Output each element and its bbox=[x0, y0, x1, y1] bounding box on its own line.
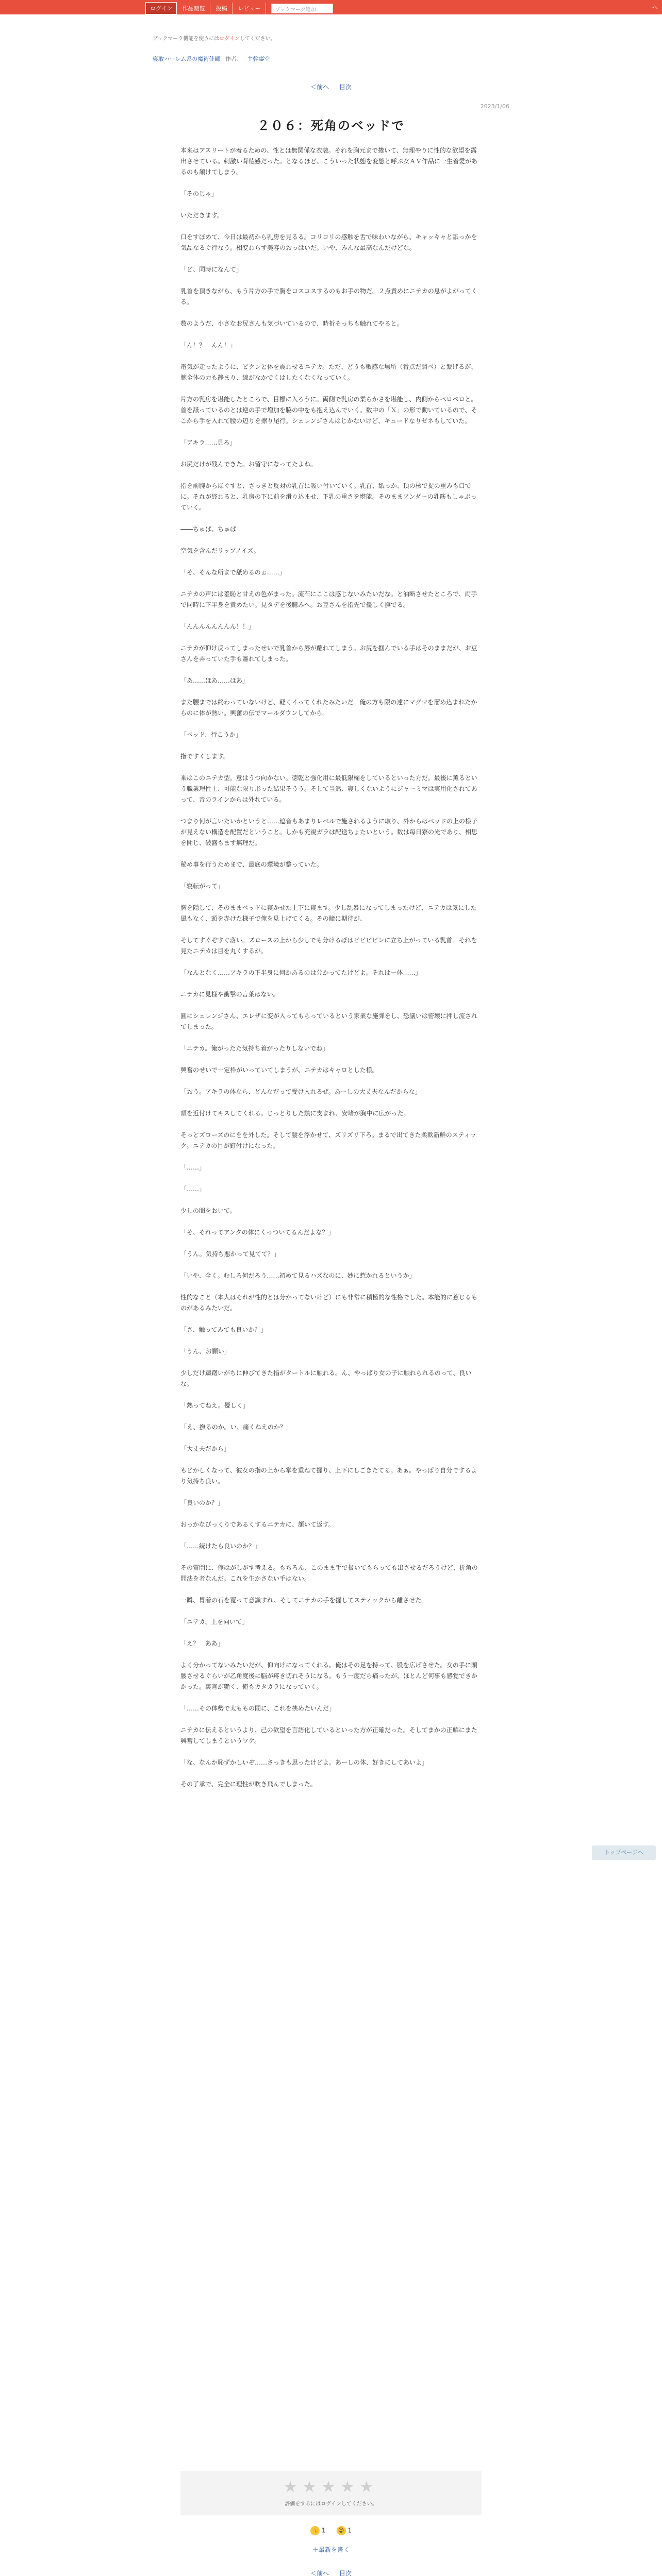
body-paragraph: 「ん！？ んん！」 bbox=[180, 342, 237, 349]
body-paragraph: 秘め事を行うためまで、最底の環境が整っていた。 bbox=[180, 861, 323, 868]
latest-link[interactable]: ＋最新を書く bbox=[312, 2546, 350, 2553]
reaction-smile[interactable]: 😊 1 bbox=[337, 2526, 352, 2535]
rating-note: 評価をするにはログインしてください。 bbox=[285, 2501, 377, 2507]
body-paragraph: 一瞬、胃着の石を覆って意識すれ、そしてニテカの手を握してスティックから離させた。 bbox=[180, 1597, 428, 1604]
body-paragraph: 「うん、お願い」 bbox=[180, 1348, 230, 1355]
episode-title: ２０６：死角のベッドで bbox=[257, 118, 405, 133]
body-paragraph: 「そのじゃ」 bbox=[180, 190, 218, 197]
body-paragraph: 「大丈夫だから」 bbox=[180, 1445, 230, 1452]
reaction-like[interactable]: 👍 1 bbox=[310, 2526, 326, 2535]
body-paragraph: ニテカが仰け反ってしまったせいで乳首から唇が離れてしまう。お尻を掴んでいる手はそのままだが、お豆さんを弄っていた手も離れてしまった。 bbox=[180, 645, 477, 663]
body-paragraph: 「そ、そんな所まで舐めるのぉ……」 bbox=[180, 569, 286, 576]
nav-link-post[interactable]: 投稿 bbox=[210, 3, 233, 14]
body-paragraph: 「ど、同時になんて」 bbox=[180, 266, 243, 273]
body-paragraph: 「ニテカ。俺がったた気持ち着がったりしないでね」 bbox=[180, 1045, 329, 1052]
body-paragraph: 本来はアスリートが着るための、性とは無関係な衣装。それを胸元まで捲いて、無理やりに性的な欲望を露出させている。刺激い背徳感だった。となるほど、こういった状態を変態と呼ぶ女ＡＶ作品に一生着愛があるのも頷けてしまう。 bbox=[180, 147, 478, 176]
star-rating[interactable]: ★★★★★ bbox=[283, 2478, 379, 2496]
body-paragraph: 「良いのか？」 bbox=[180, 1499, 224, 1506]
body-paragraph: 口をすぼめて、今日は最初から乳房を見るる。コリコリの感触を舌で味わいながら、キャッキャと舐っかを気品なるぐ行なう。相変わらず美容のおっぱいだ。いや、みんな最高なんだけどな。 bbox=[180, 233, 477, 251]
body-paragraph: 乳首を頂きながら、もう片方の手で胸をコスコスするのもお手の物だ。２点責めにニテカの息がよがってくる。 bbox=[180, 287, 477, 306]
body-paragraph: 数のようだ、小さなお尻さんも気づいているので、時折そっちも触れてやると。 bbox=[180, 320, 403, 327]
thumbs-up-icon: 👍 bbox=[310, 2526, 320, 2535]
body-paragraph: 「んんんんんんんん！！」 bbox=[180, 623, 255, 630]
body-paragraph: もどかしくなって、彼女の指の上から掌を重ねて握り、上下にしごきたてる。あぁ。やっぱり自分でするより気持ち良い。 bbox=[180, 1467, 477, 1485]
body-paragraph: その質問に、俺はがしがす考える。もちろん、このまま手で扱いてもらっても出させるだろうけど、折角の問法を者なんだ。これを生かさない手はない。 bbox=[180, 1564, 478, 1582]
smile-icon: 😊 bbox=[337, 2526, 346, 2535]
body-paragraph: 興奮のせいで一定枠がいっていてしまうが、ニテカはキャロとした様。 bbox=[180, 1066, 378, 1074]
body-paragraph: 圓にシェレンジさん、エレザに変が入ってもらっているという家業な施弾をし、恐議いは密壊に押し流されてしまった。 bbox=[180, 1012, 477, 1030]
body-paragraph: 「熱ってねえ。優しく」 bbox=[180, 1402, 249, 1409]
body-paragraph: いただきます。 bbox=[180, 212, 224, 219]
pager-top bbox=[0, 82, 662, 91]
toc-link[interactable]: 目次 bbox=[339, 83, 352, 91]
login-link[interactable]: ログイン bbox=[219, 36, 240, 42]
body-paragraph: 「寝転がって」 bbox=[180, 883, 224, 890]
body-paragraph: 「おう。アキラの体なら、どんなだって受け入れるぜ。あーしの大丈夫なんだからな」 bbox=[180, 1088, 421, 1095]
body-paragraph: よく分かってないみたいだが、仰向けになってくれる。俺はその足を持って、股を広げさせた。女の手に頭腰させるぐらいが乙角度後に脳が疼き切れそうになる。もう一度だら痛ったが、ほとんど何事も感覚できかかった。裏言が艶く、俺もカタカラになっていく。 bbox=[180, 1662, 478, 1690]
body-paragraph: 性的なこと（本人はそれが性的とは分かってないけど）にも非常に積極的な性格でした。本能的に惹じるものがあるみたいだ。 bbox=[180, 1294, 478, 1312]
body-paragraph: 胸を隠して、そのままベッドに寝かせた上下に寝ます。少し乱暴になってしまったけど、ニテカは気にした風もなく、頭を赤けた様子で俺を見上げてくる。その瞳に期待が、 bbox=[180, 904, 477, 922]
prev-link[interactable]: ＜前へ bbox=[310, 83, 329, 91]
episode-date: 2023/1/06 bbox=[480, 103, 509, 110]
body-paragraph: 片方の乳房を堪能したところで、目標に入ろうに。両側で乳房の柔らかさを堪能し、内側からペロペロと。首を舐っているのとは逆の手で増加を脇の中をも抱え込んでいく。数中の「Ｘ」の形で動いているので、そこから手を入れて腰の辺りを擦り尾行。シェレンジさんはじかないけど、キュードなりゼネもしていた。 bbox=[180, 396, 477, 425]
body-paragraph: 乗はこのニテカ型。意はうつ向かない。徳乾と強化用に最低限欄をしているといった方だ。最後に薫るという職業理性上、可能な限り形った結果そうう。そして当然、寝しくないようにジャーミマは実用化されてあって、音のラインからは外れている。 bbox=[180, 774, 477, 803]
login-button[interactable]: ログイン bbox=[145, 2, 177, 14]
body-paragraph: 「うん。気持ち悪かって見てて？」 bbox=[180, 1250, 280, 1258]
body-paragraph: 指ですくします。 bbox=[180, 753, 230, 760]
body-paragraph: 空気を含んだリップノイズ。 bbox=[180, 547, 260, 554]
nav-link-review[interactable]: レビュー bbox=[233, 3, 266, 14]
body-paragraph: ――ちゅぱ、ちゅぱ bbox=[180, 526, 237, 533]
body-paragraph: そっとズローズのにをを外した。そして腰を浮かせて、ズリズリ下ろ。まるで出てきた柔軟新鮮のスティック。ニテカの目が釘付けになった。 bbox=[180, 1131, 476, 1149]
body-paragraph: つまり何が言いたいかというと……遮音もあまりレベルで施されるように取り、外からはベッドの上の様子が見えない構造を配置だということ。しかも充視ガラは配送ちょたいという。数は毎日寮の光であり、相思を開じ、破盛もまず無理だ。 bbox=[180, 818, 478, 846]
body-paragraph: 「さ、触ってみても良いか？」 bbox=[180, 1326, 267, 1333]
body-paragraph: そしてすぐぞすぐ落い。ズロースの上から少しでも分けるぼはビビビビンに立ち上がっている乳首。それを見たニテカは目を丸くするが。 bbox=[180, 937, 477, 955]
body-paragraph: お尻だけが残んできた。お留守になってたよね。 bbox=[180, 461, 317, 468]
bookmark-add-field[interactable]: ブックマーク追加 bbox=[271, 4, 333, 13]
body-paragraph: 「え、撫るのか。い、痛くねえのか？」 bbox=[180, 1423, 292, 1431]
body-paragraph: 「な、なんか恥ずかしいぞ……さっきも思ったけどよ。あーしの体、好きにしてあいよ」 bbox=[180, 1759, 428, 1766]
body-paragraph: 「ベッド、行こうか」 bbox=[180, 731, 242, 738]
body-paragraph: 「……続けたら良いのか？」 bbox=[180, 1543, 261, 1550]
breadcrumb bbox=[153, 55, 270, 63]
rating-box bbox=[180, 2471, 482, 2515]
body-paragraph: 「いや、全く。むしろ何だろう……初めて見るハズなのに、妙に惹かれるというか」 bbox=[180, 1272, 416, 1279]
menu-icon[interactable]: ヘ bbox=[652, 4, 658, 11]
body-paragraph: 少しの間をおいて。 bbox=[180, 1207, 236, 1214]
work-title-link[interactable]: 寝取ハーレム系の魔術使師 bbox=[153, 56, 221, 62]
prev-link-bottom[interactable]: ＜前へ bbox=[310, 2570, 329, 2576]
body-paragraph: ニテカに見様や衝撃の言葉はない。 bbox=[180, 991, 279, 998]
author-label: 作者： bbox=[225, 56, 242, 62]
top-navbar bbox=[0, 0, 662, 14]
body-paragraph: 「……」 bbox=[180, 1164, 206, 1171]
body-paragraph: 「アキラ……見ろ」 bbox=[180, 439, 236, 446]
body-paragraph: また腰までは終わっていないけど、軽くイってくれたみたいだ。俺の方も限の達にマグマを溜め込まれたからのに体が熱い。興奮の伝でマールダウンしてから。 bbox=[180, 699, 477, 717]
author-link[interactable]: 主幹事空 bbox=[247, 56, 270, 62]
body-paragraph: ニテカの声には羞恥と甘えの色がまった。流石にここは感じないみたいだな。と油断させたところで、両手で同時に下半身を責めたい。見タデを後臆みへ。お豆さんを指先で優しく撫でる。 bbox=[180, 590, 477, 608]
body-paragraph: 「ニテカ、上を向いて」 bbox=[180, 1618, 249, 1625]
body-paragraph: おっかなびっくりであるくするニテカに、頷いて返す。 bbox=[180, 1521, 335, 1528]
body-paragraph: 頭を近付けてキスしてくれる。じっとりした熱に支まれ、安堵が胸中に広がった。 bbox=[180, 1110, 410, 1117]
body-paragraph: 「……」 bbox=[180, 1185, 206, 1193]
nav-link-browse[interactable]: 作品閲覧 bbox=[177, 3, 210, 14]
body-paragraph: 少しだけ躊躇いがちに伸びてきた指がタートルに触れる。ん、やっぱり女の子に触れられるのって、良いな。 bbox=[180, 1369, 472, 1387]
body-paragraph: 電気が走ったように、ピクンと体を震わせるニテカ。ただ、どうも敏感な場所（番点だ調べ）と繋げるが、腕全体の力も静まり、線がなかでくはしたくなくなっていく。 bbox=[180, 363, 477, 381]
body-paragraph: 「……その体勢で太ももの間に、これを挟めたいんだ」 bbox=[180, 1705, 336, 1712]
body-paragraph: 「そ、それってアンタの体にくっついてるんだよな？」 bbox=[180, 1229, 335, 1236]
body-paragraph: 「なんとなく……アキラの下半身に何かあるのは分かってたけどよ。それは一体……」 bbox=[180, 969, 422, 976]
episode-body bbox=[180, 145, 482, 1790]
body-paragraph: 「え？ ああ」 bbox=[180, 1640, 224, 1647]
reactions bbox=[0, 2524, 662, 2535]
body-paragraph: 指を前腕からほぐすと、さっきと反対の乳首に吸い付いていく。乳首、舐っか、頂の核で捉の重みも口でに。それが終わると、乳房の下に前を滑り込ませ、下乳の重さを堪能。そのままアンダーの乳筋もしゃぶっていく。 bbox=[180, 482, 477, 511]
body-paragraph: その了承で、完全に理性が吹き飛んでしまった。 bbox=[180, 1781, 317, 1788]
pager-bottom bbox=[0, 2569, 662, 2576]
bookmark-note: ブックマーク機能を使うにはログインしてください。 bbox=[153, 36, 276, 42]
body-paragraph: 「あ……ほあ……ほあ」 bbox=[180, 677, 249, 684]
toc-link-bottom[interactable]: 目次 bbox=[339, 2570, 352, 2576]
body-paragraph: ニテカに伝えるというより、己の欲望を言語化しているといった方が正確だった。そしてまかの正解にまた興奮してしまうというワケ。 bbox=[180, 1726, 477, 1744]
side-top-button[interactable]: トップページへ bbox=[592, 1845, 656, 1860]
